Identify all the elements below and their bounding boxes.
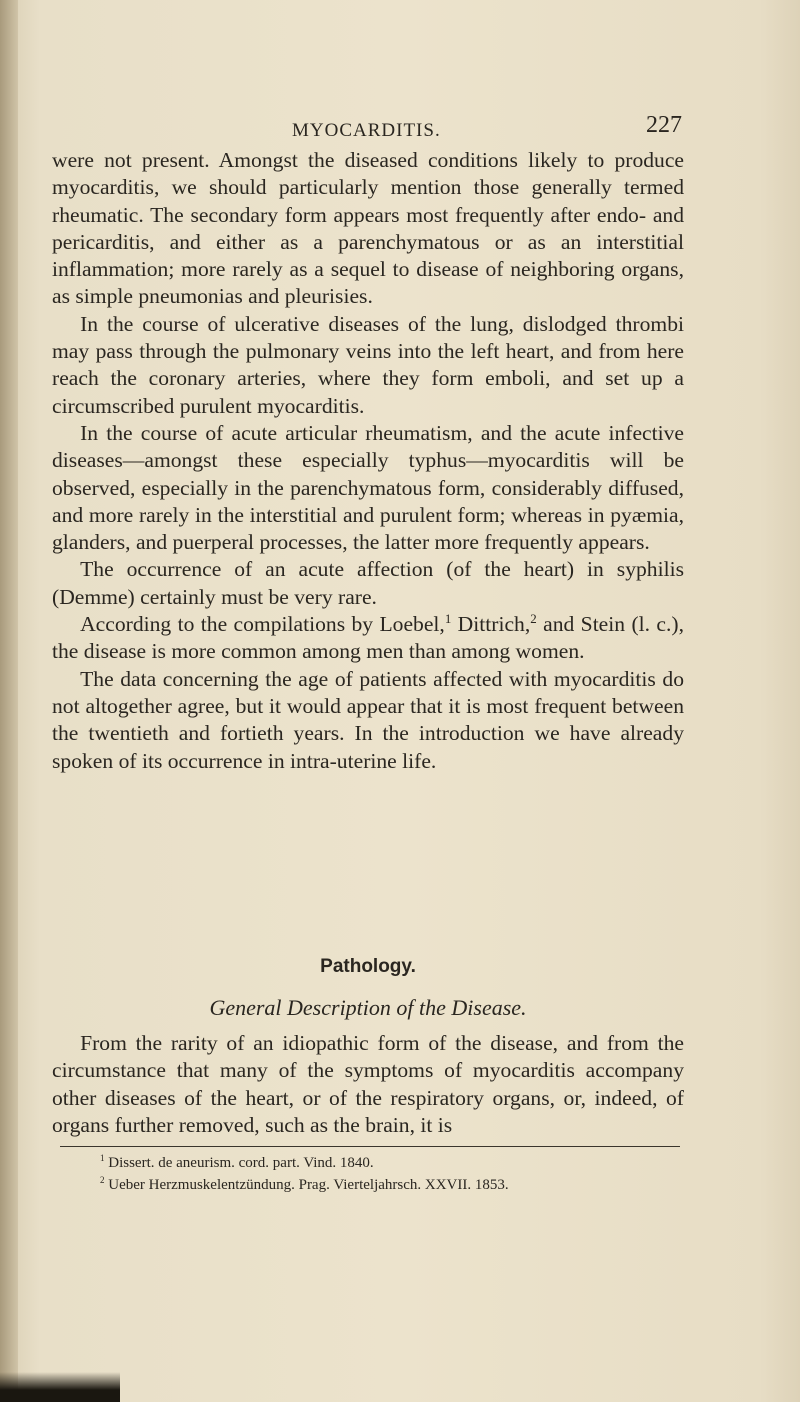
paragraph-pathology: From the rarity of an idiopathic form of the disease, and from the circumstance that many of the symptoms of myocarditis accompany other diseases of the heart, or of the respiratory organs, or, indeed, of organs further removed, such as the brain, it is (52, 1031, 684, 1137)
footnote-ref-2[interactable]: 2 (530, 610, 537, 626)
compilations-before: According to the compilations by Loebel, (80, 612, 445, 637)
compilations-after: and Stein (l. c.), the disease is more common among men than among women. (52, 612, 684, 664)
section-heading: Pathology. (320, 956, 416, 977)
footnote-text: Dissert. de aneurism. cord. part. Vind. 1840. (108, 1155, 374, 1171)
footnotes (100, 1152, 700, 1196)
compilations-middle: Dittrich, (451, 612, 531, 637)
paragraph-rheumatism: In the course of acute articular rheumatism, and the acute infective diseases—amongst these especially typhus—myocarditis will be observed, especially in the parenchymatous form, considerably diffused, and more rarely in the interstitial and purulent form; whereas in pyæmia, glanders, and puerperal processes, the latter more frequently appears. (52, 420, 684, 555)
pathology-text (52, 1030, 684, 1139)
running-title: MYOCARDITIS. (292, 120, 441, 141)
main-text (52, 147, 684, 775)
paragraph-age: The data concerning the age of patients affected with myocarditis do not altogether agree, but it would appear that it is most frequent between the twentieth and fortieth years. In the introduction we have already spoken of its occurrence in intra-uterine life. (52, 666, 684, 773)
section-subheading: General Description of the Disease. (209, 995, 527, 1020)
page-corner-shadow (0, 1372, 120, 1402)
paragraph-ulcerative: In the course of ulcerative diseases of the lung, dislodged thrombi may pass through the pulmonary veins into the left heart, and from here reach the coronary arteries, where they form emboli, and set up a circumscribed purulent myocarditis. (52, 311, 684, 418)
footnote-marker: 1 (100, 1153, 105, 1163)
paragraph-continued: were not present. Amongst the diseased conditions likely to produce myocarditis, we should particularly mention those generally termed rheumatic. The secondary form appears most frequently after endo- and pericarditis, and either as a parenchymatous or as an interstitial inflammation; more rarely as a sequel to disease of neighboring organs, as simple pneumonias and pleurisies. (52, 148, 684, 309)
footnote-2 (100, 1174, 700, 1196)
footnote-text: Ueber Herzmuskelentzündung. Prag. Vierteljahrsch. XXVII. 1853. (108, 1177, 509, 1193)
footnote-marker: 2 (100, 1175, 105, 1185)
footnote-1 (100, 1152, 700, 1174)
page-number: 227 (646, 112, 682, 138)
paragraph-compilations (52, 611, 684, 666)
footnote-rule (60, 1146, 680, 1147)
footnote-ref-1[interactable]: 1 (444, 610, 452, 626)
paragraph-syphilis: The occurrence of an acute affection (of the heart) in syphilis (Demme) certainly must be very rare. (52, 557, 684, 609)
page-spine-shadow (0, 0, 18, 1402)
